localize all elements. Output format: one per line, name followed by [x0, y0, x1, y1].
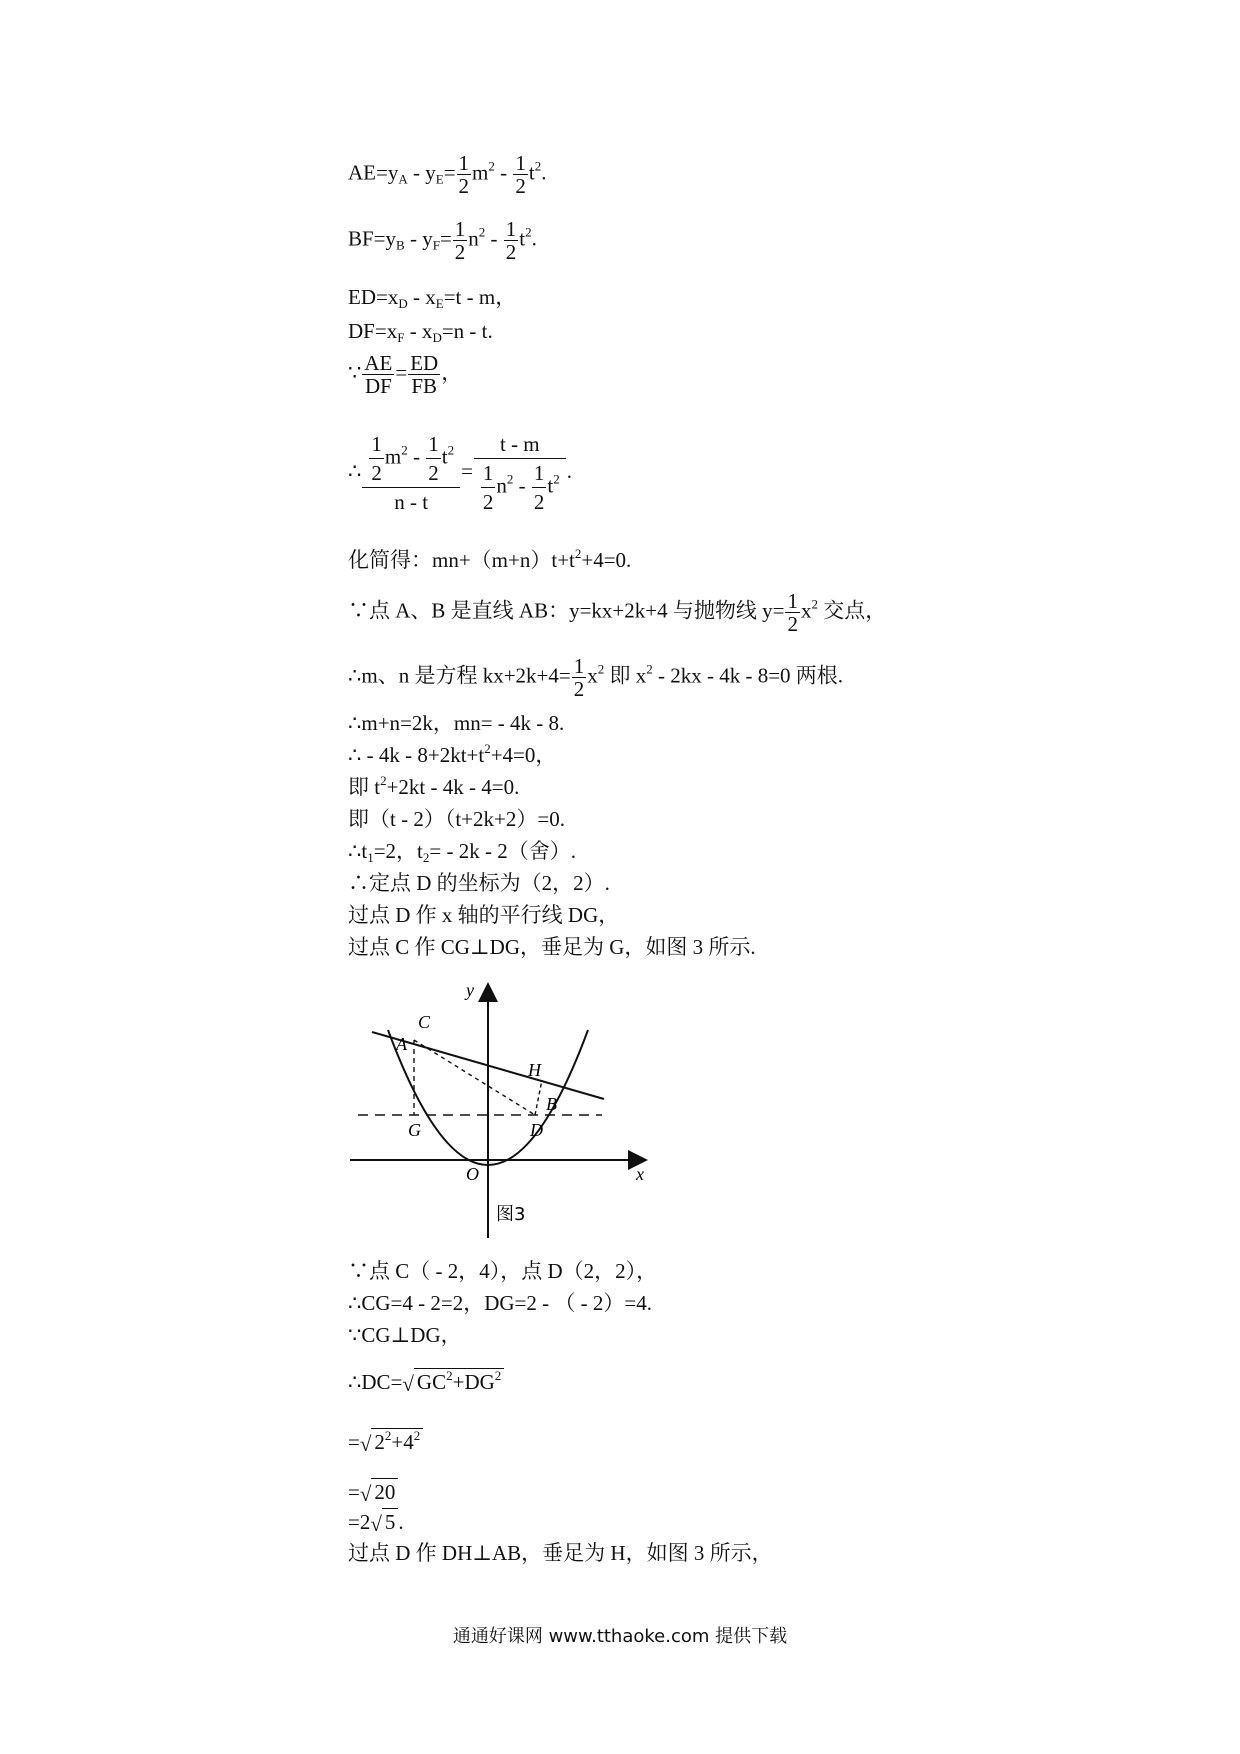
complex-fraction-equation: ∴ $\frac{1}{2}$ $m^2$ - $\frac{1}{2}$ $t^2$ n - t = t - m $\frac{1}{2}$ $n^2$ - $\frac{1}{2}$ $t^2$ .	[348, 432, 572, 514]
vieta-line: ∴m+n=2k，mn= - 4k - 8.	[348, 711, 565, 735]
quadratic-t-line: 即 $t^2+2kt - 4k - 4=0$.	[348, 773, 520, 799]
points-cd-line: ∵点 C（ - 2，4），点 D（2，2），	[348, 1259, 658, 1283]
label-a: A	[396, 1034, 407, 1054]
dc-equation: ∴DC=√ $GC^2+DG^2$	[348, 1368, 504, 1397]
sub-e: E	[435, 171, 444, 187]
dc-step-4: =2√ 5 .	[348, 1510, 404, 1537]
ae-text: AE=y	[348, 160, 399, 185]
label-g: G	[408, 1120, 421, 1140]
sub-a: A	[398, 171, 408, 187]
dashed-line-dh	[535, 1080, 542, 1115]
draw-cg-line: 过点 C 作 CG⊥DG，垂足为 G，如图 3 所示.	[348, 935, 756, 959]
dashed-line-cd	[414, 1040, 535, 1115]
draw-dh-line: 过点 D 作 DH⊥AB，垂足为 H，如图 3 所示，	[348, 1541, 773, 1565]
ae-text: =	[443, 160, 456, 185]
label-h: H	[528, 1060, 541, 1080]
dc-step-2: =√ $2^2+4^2$	[348, 1428, 423, 1457]
roots-line: ∴m、n 是方程 kx+2k+4= $\frac{1}{2}$ $x^2$ 即 $x^2 - 2kx - 4k - 8=0$ 两根.	[348, 654, 844, 701]
factor-line: 即（t - 2）（t+2k+2）=0.	[348, 807, 565, 831]
bf-equation: $BF=y_B - y_F=$ $\frac{1}{2}$ $n^2$ - $\frac{1}{2}$ $t^2$.	[348, 217, 537, 264]
fraction-half: $\frac{1}{2}$	[454, 217, 466, 264]
intersection-line: ∵点 A、B 是直线 AB：y=kx+2k+4 与抛物线 y= $\frac{1}{2}$ $x^2$ 交点，	[348, 589, 887, 636]
df-equation: $DF=x_F - x_D=n - t$.	[348, 319, 493, 345]
figure-caption: 图3	[496, 1204, 526, 1225]
proportion-equation: ∵ $\frac{AE}{DF}$ = $\frac{ED}{FB}$ ，	[348, 351, 463, 398]
ed-equation: $ED=x_D - x_E=t - m$，	[348, 285, 517, 311]
label-c: C	[418, 1012, 431, 1032]
perpendicular-line: ∵CG⊥DG，	[348, 1323, 462, 1347]
dc-step-3: =√ 20	[348, 1478, 398, 1507]
label-origin: O	[466, 1164, 479, 1184]
fraction-half: $\frac{1}{2}$	[458, 151, 470, 198]
cg-dg-lengths-line: ∴CG=4 - 2=2，DG=2 - （ - 2）=4.	[348, 1291, 652, 1315]
label-x-axis: x	[636, 1164, 644, 1184]
label-y-axis: y	[466, 980, 474, 1000]
solution-line: $\therefore t_1=2$，$t_2= - 2k - 2$（舍）.	[348, 839, 576, 865]
fraction-half: $\frac{1}{2}$	[515, 151, 526, 198]
fixed-point-line: ∴定点 D 的坐标为（2，2）.	[348, 871, 610, 895]
label-d: D	[530, 1120, 543, 1140]
draw-dg-line: 过点 D 作 x 轴的平行线 DG，	[348, 903, 620, 927]
simplify-line: 化简得：$mn+(m+n)t+t^2+4=0$.	[348, 546, 632, 572]
footer-source: 通通好课网 www.tthaoke.com 提供下载	[452, 1626, 788, 1647]
ae-equation: $AE=y_A - y_E=$ $\frac{1}{2}$ $m^2$ - $\frac{1}{2}$ $t^2$.	[348, 151, 547, 198]
figure-3	[346, 980, 656, 1240]
substitution-line: ∴ - $4k - 8+2kt+t^2+4=0$，	[348, 741, 557, 767]
sqrt-symbol: √	[402, 1372, 414, 1397]
fraction-half: $\frac{1}{2}$	[505, 217, 517, 264]
label-b: B	[546, 1094, 557, 1114]
ae-text: - y	[407, 160, 436, 185]
